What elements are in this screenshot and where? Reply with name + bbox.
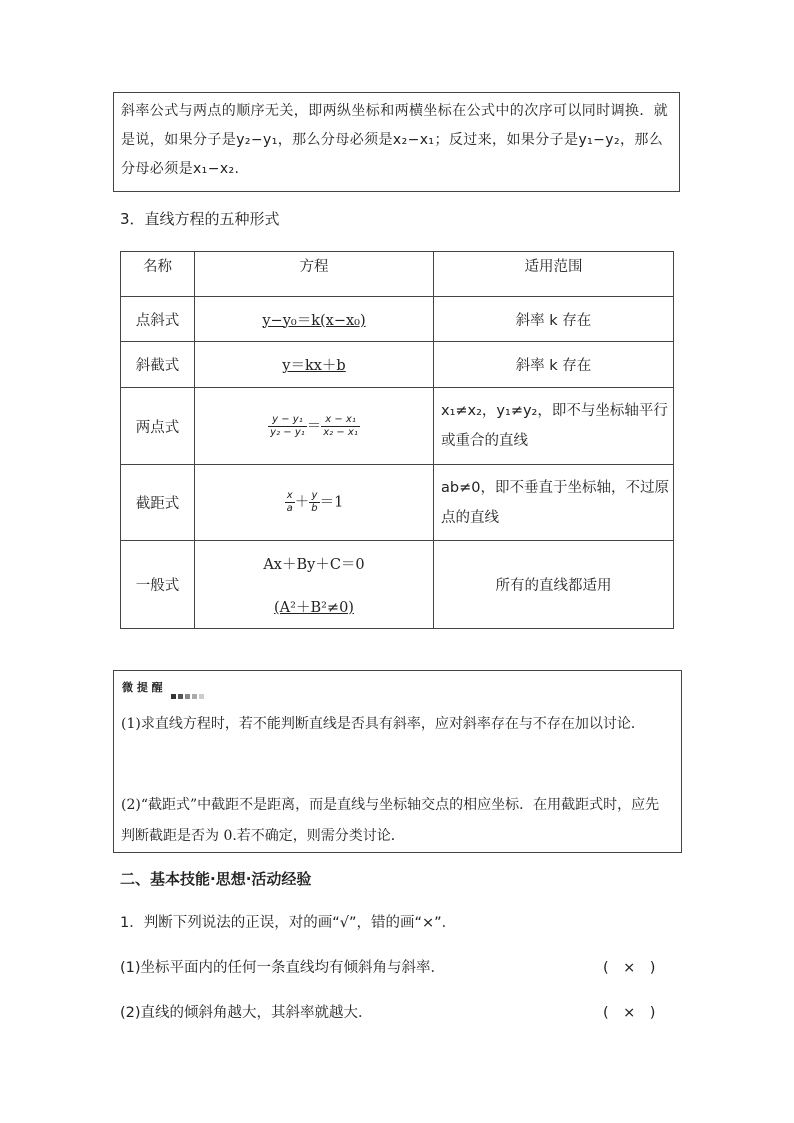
- table-header-row: [121, 252, 674, 297]
- tip-paragraph-1: (1)求直线方程时，若不能判断直线是否具有斜率，应对斜率存在与不存在加以讨论．: [121, 716, 645, 732]
- row-scope: x₁≠x₂，y₁≠y₂，即不与坐标轴平行或重合的直线: [434, 388, 674, 465]
- row-scope: 斜率 k 存在: [434, 342, 674, 388]
- fraction: $\frac{y}{b}$: [311, 490, 318, 514]
- row-equation: y−y₀＝k(x−x₀): [262, 312, 366, 329]
- row-scope: 所有的直线都适用: [434, 541, 674, 629]
- section2-title: 二、基本技能·思想·活动经验: [120, 870, 312, 888]
- row-equation: [195, 541, 434, 629]
- row-equation: $\frac{\text{y − y₁}}{\text{y₂ − y₁}}$ ＝ $\frac{\text{x − x₁}}{\text{x₂ − x₁}}$: [195, 388, 434, 465]
- row-name: 点斜式: [121, 297, 195, 342]
- row-scope: ab≠0，即不垂直于坐标轴，不过原点的直线: [434, 465, 674, 541]
- row-name: 截距式: [121, 465, 195, 541]
- row-name: 斜截式: [121, 342, 195, 388]
- line-equation-forms-table: [120, 251, 674, 629]
- tip-dots: [171, 684, 206, 703]
- header-name: 名称: [121, 252, 195, 297]
- dot-icon: [178, 694, 183, 699]
- section3-title: 3．直线方程的五种形式: [120, 210, 280, 228]
- row-equation: y＝kx＋b: [282, 358, 346, 374]
- note-box: [113, 92, 680, 192]
- row-name: 一般式: [121, 541, 195, 629]
- dot-icon: [171, 694, 176, 699]
- tip-title: 微 提 醒: [122, 681, 163, 694]
- answer-1-2: ( × ): [603, 1005, 656, 1021]
- general-equation: Ax＋By＋C＝0: [263, 556, 365, 573]
- row-name: 两点式: [121, 388, 195, 465]
- question-1-2: (2)直线的倾斜角越大，其斜率就越大．: [120, 1005, 373, 1021]
- question-1-1: (1)坐标平面内的任何一条直线均有倾斜角与斜率．: [120, 960, 446, 976]
- table-row: [121, 541, 674, 629]
- row-scope: 斜率 k 存在: [434, 297, 674, 342]
- fraction: $\frac{\text{x − x₁}}{\text{x₂ − x₁}}$: [323, 413, 358, 438]
- dot-icon: [199, 694, 204, 699]
- fraction: $\frac{x}{a}$: [286, 490, 293, 514]
- note-text: 斜率公式与两点的顺序无关，即两纵坐标和两横坐标在公式中的次序可以同时调换．就是说，如果分子是y₂−y₁，那么分母必须是x₂−x₁；反过来，如果分子是y₁−y₂，那么分母必须是x₁−x₂.: [121, 103, 669, 177]
- row-equation: $\frac{x}{a}$ ＋ $\frac{y}{b}$ ＝1: [195, 465, 434, 541]
- general-condition: (A²＋B²≠0): [274, 599, 354, 616]
- fraction: $\frac{\text{y − y₁}}{\text{y₂ − y₁}}$: [270, 413, 305, 438]
- table-row: [121, 297, 674, 342]
- tip-box: [113, 670, 682, 853]
- dot-icon: [185, 694, 190, 699]
- question-1: 1．判断下列说法的正误，对的画“√”，错的画“×”．: [120, 915, 457, 931]
- tip-paragraph-2: (2)“截距式”中截距不是距离，而是直线与坐标轴交点的相应坐标．在用截距式时，应先判断截距是否为 0.若不确定，则需分类讨论．: [121, 797, 660, 844]
- table-row: [121, 465, 674, 541]
- dot-icon: [192, 694, 197, 699]
- table-row: [121, 388, 674, 465]
- table-row: [121, 342, 674, 388]
- header-equation: 方程: [195, 252, 434, 297]
- answer-1-1: ( × ): [603, 960, 656, 976]
- header-scope: 适用范围: [434, 252, 674, 297]
